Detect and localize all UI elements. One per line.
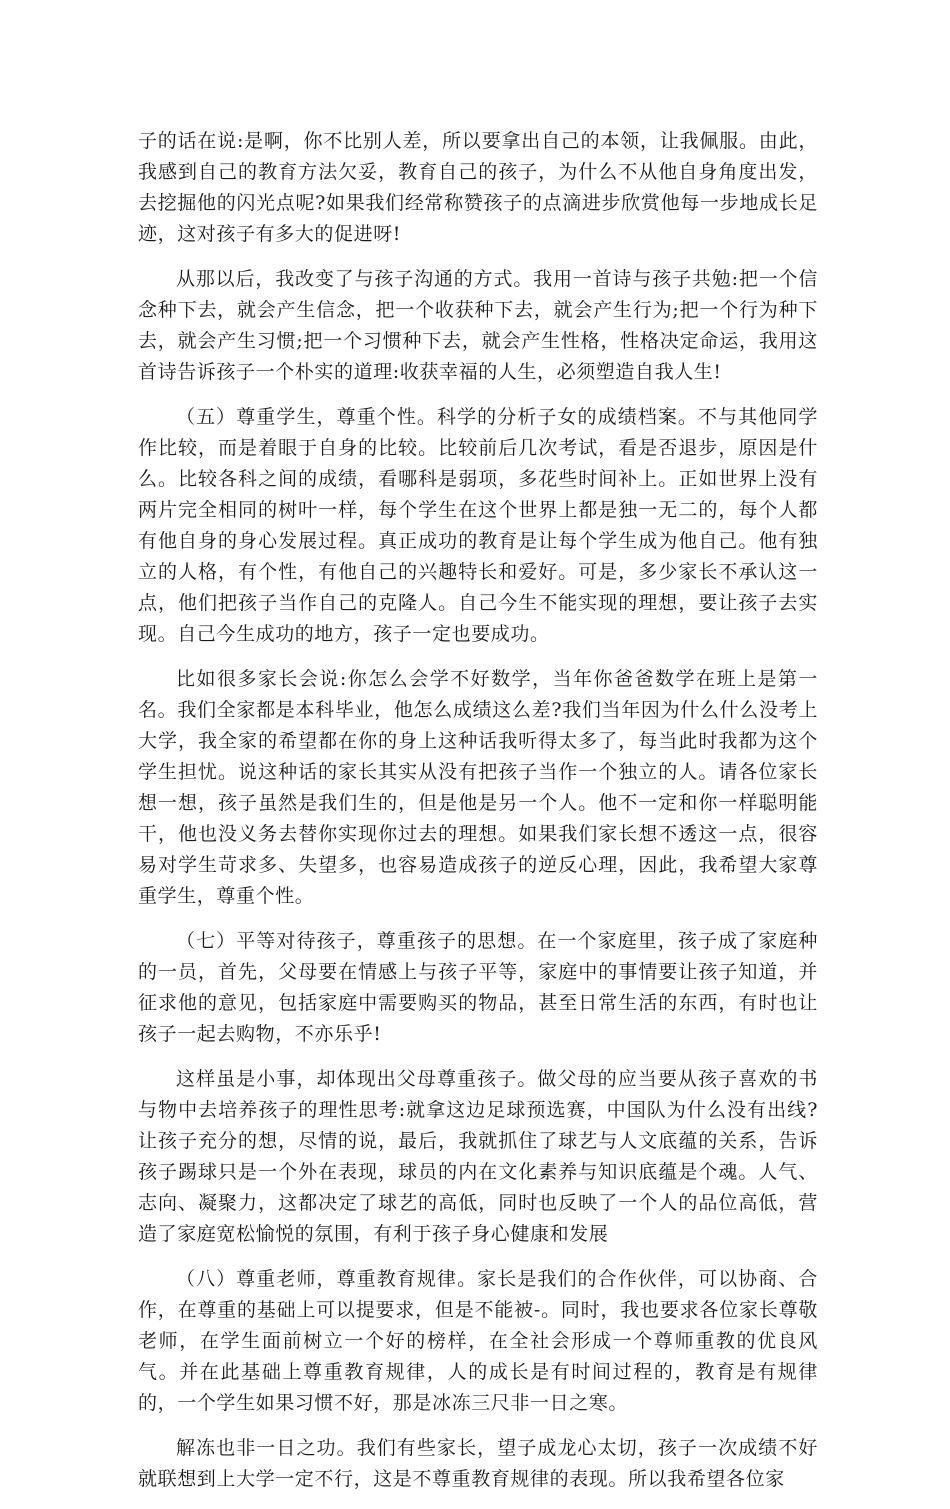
paragraph-5: （七）平等对待孩子，尊重孩子的思想。在一个家庭里，孩子成了家庭种的一员，首先，父母要在情感上与孩子平等，家庭中的事情要让孩子知道，并征求他的意见，包括家庭中需要购买的物品，甚至日常生活的东西，有时也让孩子一起去购物，不亦乐乎! (138, 930, 818, 1045)
paragraph-2: 从那以后，我改变了与孩子沟通的方式。我用一首诗与孩子共勉:把一个信念种下去，就会产生信念，把一个收获种下去，就会产生行为;把一个行为种下去，就会产生习惯;把一个习惯种下去，就会产生性格，性格决定命运，我用这首诗告诉孩子一个朴实的道理:收获幸福的人生，必须塑造自我人生! (138, 268, 818, 383)
paragraph-4: 比如很多家长会说:你怎么会学不好数学，当年你爸爸数学在班上是第一名。我们全家都是本科毕业，他怎么成绩这么差?我们当年因为什么什么没考上大学，我全家的希望都在你的身上这种话我听得太多了，每当此时我都为这个学生担忧。说这种话的家长其实从没有把孩子当作一个独立的人。请各位家长想一想，孩子虽然是我们生的，但是他是另一个人。他不一定和你一样聪明能干，他也没义务去替你实现你过去的理想。如果我们家长想不透这一点，很容易对学生苛求多、失望多，也容易造成孩子的逆反心理，因此，我希望大家尊重学生，尊重个性。 (138, 668, 818, 907)
paragraph-7: （八）尊重老师，尊重教育规律。家长是我们的合作伙伴，可以协商、合作，在尊重的基础上可以提要求，但是不能被-。同时，我也要求各位家长尊敬老师，在学生面前树立一个好的榜样，在全社会形成一个尊师重教的优良风气。并在此基础上尊重教育规律，人的成长是有时间过程的，教育是有规律的，一个学生如果习惯不好，那是冰冻三尺非一日之寒。 (138, 1268, 818, 1414)
document-body (138, 126, 818, 1509)
paragraph-1: 子的话在说:是啊，你不比别人差，所以要拿出自己的本领，让我佩服。由此，我感到自己的教育方法欠妥，教育自己的孩子，为什么不从他自身角度出发，去挖掘他的闪光点呢?如果我们经常称赞孩子的点滴进步欣赏他每一步地成长足迹，这对孩子有多大的促进呀! (138, 130, 818, 245)
paragraph-8: 解冻也非一日之功。我们有些家长，望子成龙心太切，孩子一次成绩不好就联想到上大学一定不行，这是不尊重教育规律的表现。所以我希望各位家 (138, 1437, 818, 1490)
paragraph-6: 这样虽是小事，却体现出父母尊重孩子。做父母的应当要从孩子喜欢的书与物中去培养孩子的理性思考:就拿这边足球预选赛，中国队为什么没有出线?让孩子充分的想，尽情的说，最后，我就抓住了球艺与人文底蕴的关系，告诉孩子踢球只是一个外在表现，球员的内在文化素养与知识底蕴是个魂。人气、志向、凝聚力，这都决定了球艺的高低，同时也反映了一个人的品位高低，营造了家庭宽松愉悦的氛围，有利于孩子身心健康和发展 (138, 1068, 818, 1245)
paragraph-3: （五）尊重学生，尊重个性。科学的分析子女的成绩档案。不与其他同学作比较，而是着眼于自身的比较。比较前后几次考试，看是否退步，原因是什么。比较各科之间的成绩，看哪科是弱项，多花些时间补上。正如世界上没有两片完全相同的树叶一样，每个学生在这个世界上都是独一无二的，每个人都有他自身的身心发展过程。真正成功的教育是让每个学生成为他自己。他有独立的人格，有个性，有他自己的兴趣特长和爱好。可是，多少家长不承认这一点，他们把孩子当作自己的克隆人。自己今生不能实现的理想，要让孩子去实现。自己今生成功的地方，孩子一定也要成功。 (138, 406, 818, 645)
